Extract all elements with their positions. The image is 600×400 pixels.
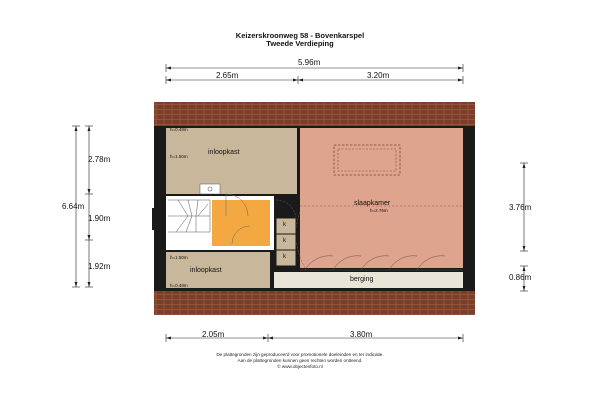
dim-bottom-left: 2.05m bbox=[202, 330, 225, 339]
inloopkast-top-name: inloopkast bbox=[208, 149, 240, 156]
cupboard-2 bbox=[276, 234, 296, 250]
inloopkast-top-height-b: h=1.50m bbox=[170, 154, 188, 159]
disclaimer-line-1: De plattegronden zijn geproduceerd voor promotionele doeleinden en ter indicatie. bbox=[216, 352, 384, 357]
cupboard-2-label: k bbox=[283, 238, 286, 244]
dim-right-top: 3.76m bbox=[509, 203, 532, 212]
dim-left-middle: 1.90m bbox=[88, 214, 111, 223]
dim-left-total: 6.64m bbox=[62, 202, 85, 211]
berging-name: berging bbox=[350, 276, 374, 283]
inloopkast-top-height-a: h=0.48m bbox=[170, 127, 188, 132]
cupboard-3 bbox=[276, 250, 296, 266]
slaapkamer-height: h=2.76m bbox=[370, 208, 388, 213]
roof-bottom bbox=[154, 291, 475, 315]
roof-top bbox=[154, 102, 475, 126]
plan-address: Keizerskroonweg 58 - Bovenkarspel bbox=[235, 31, 365, 40]
window-left bbox=[152, 208, 157, 230]
cupboard-1-label: k bbox=[283, 222, 286, 228]
cupboard-3-label: k bbox=[283, 254, 286, 260]
plan-floor-name: Tweede Verdieping bbox=[266, 39, 334, 48]
sink bbox=[200, 184, 220, 194]
cupboard-1 bbox=[276, 218, 296, 234]
dim-top-left: 2.65m bbox=[216, 71, 239, 80]
dim-bottom-right: 3.80m bbox=[350, 330, 373, 339]
landing bbox=[212, 200, 270, 246]
inloopkast-bottom-height-b: h=0.48m bbox=[170, 283, 188, 288]
disclaimer-line-3: © www.objectenfoto.nl bbox=[277, 364, 323, 369]
slaapkamer-name: slaapkamer bbox=[354, 200, 391, 207]
inloopkast-bottom-height-a: h=1.50m bbox=[170, 255, 188, 260]
dim-left-bottom: 1.92m bbox=[88, 262, 111, 271]
dim-left-top: 2.78m bbox=[88, 155, 111, 164]
dim-right-bottom: 0.86m bbox=[509, 273, 532, 282]
dim-top-total: 5.96m bbox=[298, 58, 321, 67]
disclaimer-line-2: Aan de plattegronden kunnen geen rechten worden ontleend. bbox=[237, 358, 363, 363]
room-inloopkast-top bbox=[166, 128, 297, 194]
dim-top-right: 3.20m bbox=[367, 71, 390, 80]
inloopkast-bottom-name: inloopkast bbox=[190, 267, 222, 274]
